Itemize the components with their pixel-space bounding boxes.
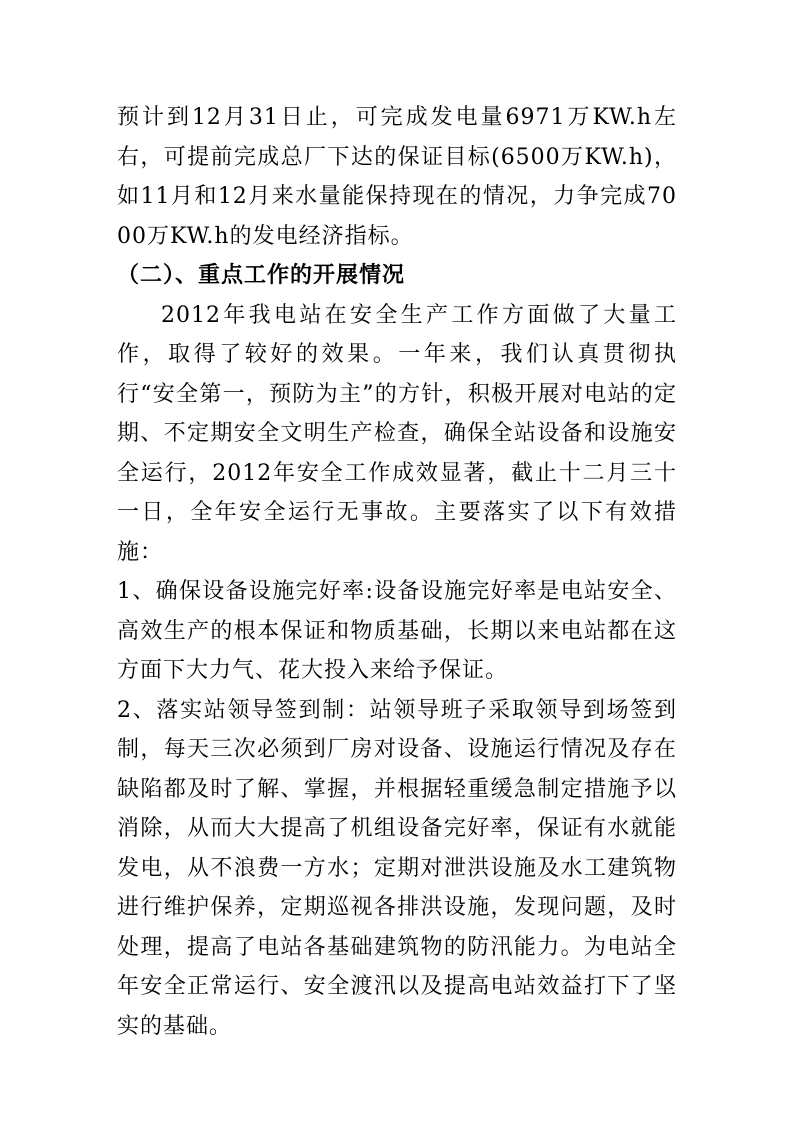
document-page (117, 98, 677, 1046)
section-heading: （二）、重点工作的开展情况 (117, 262, 406, 288)
paragraph-measure-2: 2、落实站领导签到制：站领导班子采取领导到场签到制，每天三次必须到厂房对设备、设施运行情况及存在缺陷都及时了解、掌握，并根据轻重缓急制定措施予以消除，从而大大提高了机组设备完好率，保证有水就能发电，从不浪费一方水；定期对泄洪设施及水工建筑物进行维护保养，定期巡视各排洪设施，发现问题，及时处理，提高了电站各基础建筑物的防汛能力。为电站全年安全正常运行、安全渡汛以及提高电站效益打下了坚实的基础。 (117, 697, 677, 1039)
paragraph-measure-1: 1、确保设备设施完好率:设备设施完好率是电站安全、高效生产的根本保证和物质基础，长期以来电站都在这方面下大力气、花大投入来给予保证。 (117, 579, 677, 683)
paragraph-safety-overview: 2012年我电站在安全生产工作方面做了大量工作，取得了较好的效果。一年来，我们认真贯彻执行“安全第一，预防为主”的方针，积极开展对电站的定期、不定期安全文明生产检查，确保全站设备和设施安全运行，2012年安全工作成效显著，截止十二月三十一日，全年安全运行无事故。主要落实了以下有效措施： (117, 302, 677, 565)
paragraph-generation-forecast: 预计到12月31日止，可完成发电量6971万KW.h左右，可提前完成总厂下达的保证目标(6500万KW.h)，如11月和12月来水量能保持现在的情况，力争完成7000万KW.h的发电经济指标。 (117, 105, 677, 249)
